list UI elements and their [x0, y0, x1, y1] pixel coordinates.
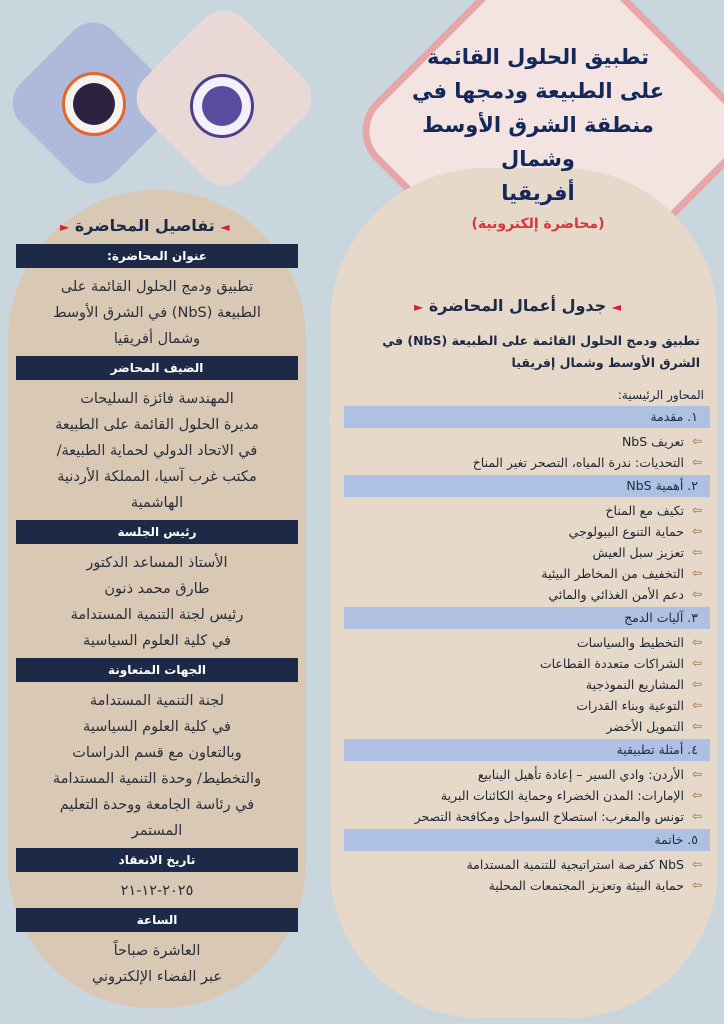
axes-label: المحاور الرئيسية:	[617, 388, 704, 402]
axis-header: ٥. خاتمة	[344, 829, 710, 851]
text-line: في كلية العلوم السياسية	[83, 633, 231, 649]
list-item	[344, 764, 710, 785]
list-item	[344, 785, 710, 806]
list-item	[344, 854, 710, 875]
text-line: عبر الفضاء الإلكتروني	[91, 969, 223, 985]
list-item	[344, 653, 710, 674]
arrow-icon: ⇦	[691, 524, 702, 538]
arrow-icon: ⇦	[691, 587, 702, 601]
details-heading	[60, 216, 230, 235]
list-item	[344, 563, 710, 584]
text-line: والتخطيط/ وحدة التنمية المستدامة	[52, 771, 262, 787]
item-text: تكيف مع المناخ	[605, 503, 684, 518]
text-line: العاشرة صباحاً	[113, 943, 201, 959]
arrow-icon: ⇦	[691, 857, 702, 871]
college-logo	[190, 74, 254, 138]
triangle-icon: ◄	[611, 300, 622, 314]
arrow-icon: ⇦	[691, 767, 702, 781]
lecture-topic	[16, 274, 298, 352]
item-text: تونس والمغرب: استصلاح السواحل ومكافحة التصحر	[414, 809, 684, 824]
list-item	[344, 452, 710, 473]
arrow-icon: ⇦	[691, 788, 702, 802]
arrow-icon: ⇦	[691, 719, 702, 733]
text-line: وشمال أفريقيا	[113, 331, 201, 347]
section-label: الساعة	[16, 908, 298, 932]
item-text: التخفيف من المخاطر البيئية	[541, 566, 684, 581]
arrow-icon: ⇦	[691, 656, 702, 670]
text-line: الطبيعة (NbS) في الشرق الأوسط	[53, 305, 261, 321]
lecture-title	[388, 40, 688, 210]
title-line: منطقة الشرق الأوسط وشمال	[422, 113, 654, 171]
text-line: في الاتحاد الدولي لحماية الطبيعة/	[56, 443, 258, 459]
list-item	[344, 500, 710, 521]
arrow-icon: ⇦	[691, 635, 702, 649]
agenda-heading-text: جدول أعمال المحاضرة	[428, 296, 607, 315]
item-text: حماية التنوع البيولوجي	[568, 524, 684, 539]
item-text: الأردن: وادي السير – إعادة تأهيل الينابيع	[477, 767, 684, 782]
text-line: وبالتعاون مع قسم الدراسات	[72, 745, 242, 761]
arrow-icon: ⇦	[691, 698, 702, 712]
text-line: رئيس لجنة التنمية المستدامة	[70, 607, 244, 623]
lecture-subtitle: (محاضرة إلكترونية)	[471, 216, 605, 232]
item-text: التمويل الأخضر	[606, 719, 684, 734]
title-line: على الطبيعة ودمجها في	[411, 79, 665, 103]
item-text: التوعية وبناء القدرات	[576, 698, 684, 713]
section-label: الجهات المتعاونة	[16, 658, 298, 682]
text-line: لجنة التنمية المستدامة	[89, 693, 225, 709]
text-line: المهندسة فائزة السليحات	[80, 391, 234, 407]
list-item	[344, 875, 710, 896]
axis-header: ٣. آليات الدمج	[344, 607, 710, 629]
session-chair	[16, 550, 298, 654]
item-text: دعم الأمن الغذائي والمائي	[548, 587, 684, 602]
arrow-icon: ⇦	[691, 566, 702, 580]
guest-lecturer	[16, 386, 298, 516]
section-label: رئيس الجلسة	[16, 520, 298, 544]
agenda-intro	[344, 330, 710, 374]
list-item	[344, 674, 710, 695]
arrow-icon: ⇦	[691, 878, 702, 892]
axis-header: ٤. أمثلة تطبيقية	[344, 739, 710, 761]
arrow-icon: ⇦	[691, 434, 702, 448]
section-label: تاريخ الانعقاد	[16, 848, 298, 872]
list-item	[344, 716, 710, 737]
item-text: الشراكات متعددة القطاعات	[539, 656, 684, 671]
text-line: الشرق الأوسط وشمال إفريقيا	[511, 355, 700, 370]
section-label: الضيف المحاضر	[16, 356, 298, 380]
arrow-icon: ⇦	[691, 809, 702, 823]
text-line: المستمر	[131, 823, 183, 839]
text-line: في كلية العلوم السياسية	[83, 719, 231, 735]
text-line: مكتب غرب آسيا، المملكة الأردنية	[57, 469, 257, 485]
arrow-icon: ⇦	[691, 455, 702, 469]
session-date	[16, 878, 298, 904]
list-item	[344, 584, 710, 605]
lecture-title-block	[388, 40, 688, 232]
agenda-heading	[414, 296, 621, 315]
text-line: ٢٠٢٥-١٢-٢١	[120, 883, 194, 899]
triangle-icon: ►	[60, 220, 70, 234]
item-text: المشاريع النموذجية	[585, 677, 684, 692]
section-label: عنوان المحاضرة:	[16, 244, 298, 268]
arrow-icon: ⇦	[691, 677, 702, 691]
triangle-icon: ►	[414, 300, 424, 314]
university-logo	[62, 72, 126, 136]
list-item	[344, 521, 710, 542]
item-text: التحديات: ندرة المياه، التصحر تغير المناخ	[472, 455, 684, 470]
item-text: حماية البيئة وتعزيز المجتمعات المحلية	[488, 878, 684, 893]
triangle-icon: ◄	[220, 220, 230, 234]
agenda-list	[344, 330, 710, 896]
list-item	[344, 632, 710, 653]
list-item	[344, 806, 710, 827]
text-line: الهاشمية	[130, 495, 184, 511]
text-line: طارق محمد ذنون	[104, 581, 210, 597]
list-item	[344, 431, 710, 452]
text-line: الأستاذ المساعد الدكتور	[86, 555, 228, 571]
arrow-icon: ⇦	[691, 545, 702, 559]
details-heading-text: تفاصيل المحاضرة	[74, 216, 215, 235]
item-text: الإمارات: المدن الخضراء وحماية الكائنات البرية	[440, 788, 684, 803]
details-list	[16, 244, 298, 994]
item-text: تعريف NbS	[621, 434, 684, 449]
arrow-icon: ⇦	[691, 503, 702, 517]
item-text: التخطيط والسياسات	[576, 635, 684, 650]
title-line: تطبيق الحلول القائمة	[427, 45, 649, 69]
list-item	[344, 695, 710, 716]
text-line: تطبيق ودمج الحلول القائمة على الطبيعة (NbS) في	[382, 333, 700, 348]
axis-header: ٢. أهمية NbS	[344, 475, 710, 497]
session-time	[16, 938, 298, 990]
list-item	[344, 542, 710, 563]
axis-header: ١. مقدمة	[344, 406, 710, 428]
text-line: في رئاسة الجامعة ووحدة التعليم	[59, 797, 255, 813]
text-line: تطبيق ودمج الحلول القائمة على	[60, 279, 254, 295]
item-text: NbS كفرصة استراتيجية للتنمية المستدامة	[466, 857, 684, 872]
collaborating-parties	[16, 688, 298, 844]
text-line: مديرة الحلول القائمة على الطبيعة	[55, 417, 259, 433]
title-line: أفريقيا	[501, 181, 575, 205]
item-text: تعزيز سبل العيش	[592, 545, 684, 560]
